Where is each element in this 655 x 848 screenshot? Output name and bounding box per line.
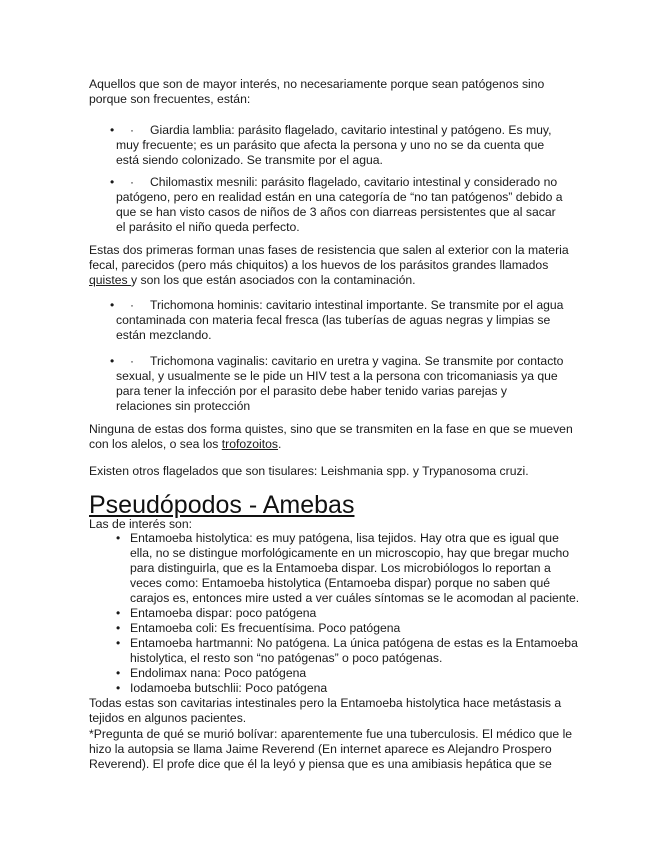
bullet-icon: • bbox=[116, 636, 121, 650]
vaginalis-line-2: sexual, y usualmente se le pide un HIV test a la persona con tricomaniasis ya que bbox=[116, 369, 558, 383]
chilomastix-line-4: el parásito el niño queda perfecto. bbox=[116, 220, 300, 234]
bullet-icon: • bbox=[110, 175, 115, 189]
pregunta-line-3: Reverend). El profe dice que él la leyó y piensa que es una amibiasis hepática que se bbox=[89, 757, 552, 771]
ninguna-line-2: con los alelos, o sea los trofozoitos. bbox=[89, 437, 282, 451]
iodamoeba-text: Iodamoeba butschlii: Poco patógena bbox=[130, 681, 328, 695]
tisulares-text: Existen otros flagelados que son tisulares: Leishmania spp. y Trypanosoma cruzi. bbox=[89, 464, 529, 478]
vaginalis-line-4: relaciones sin protección bbox=[116, 399, 251, 413]
histolytica-line-3: para distinguirla, que es la Entamoeba dispar. Los microbiólogos lo reportan a bbox=[130, 561, 551, 575]
bullet-icon: • bbox=[110, 298, 115, 312]
ninguna-line-1: Ninguna de estas dos forma quistes, sino que se transmiten en la fase en que se mueven bbox=[89, 422, 573, 436]
histolytica-line-5: carajos es, entonces mire usted a ver cuáles síntomas se le acomodan al paciente. bbox=[130, 591, 580, 605]
vaginalis-line-1: Trichomona vaginalis: cavitario en uretra y vagina. Se transmite por contacto bbox=[150, 354, 564, 368]
middot-icon: · bbox=[130, 123, 134, 137]
hartmanni-line-2: histolytica, el resto son “no patógenas” o poco patógenas. bbox=[130, 651, 443, 665]
intro-line-2: porque son frecuentes, están: bbox=[89, 92, 251, 106]
giardia-line-1: Giardia lamblia: parásito flagelado, cavitario intestinal y patógeno. Es muy, bbox=[150, 123, 552, 137]
pregunta-line-1: *Pregunta de qué se murió bolívar: aparentemente fue una tuberculosis. El médico que le bbox=[89, 727, 573, 741]
hominis-line-3: están mezclando. bbox=[116, 328, 212, 342]
giardia-line-3: está siendo colonizado. Se transmite por el agua. bbox=[116, 153, 383, 167]
endolimax-text: Endolimax nana: Poco patógena bbox=[130, 666, 307, 680]
middot-icon: · bbox=[130, 175, 134, 189]
chilomastix-line-3: que se han visto casos de niños de 3 años con diarreas persistentes que al sacar bbox=[116, 205, 556, 219]
hominis-line-2: contaminada con materia fecal fresca (las tuberías de aguas negras y limpias se bbox=[116, 313, 551, 327]
bullet-icon: • bbox=[116, 621, 121, 635]
chilomastix-line-2: patógeno, pero en realidad están en una categoría de “no tan patógenos” debido a bbox=[116, 190, 563, 204]
hominis-line-1: Trichomona hominis: cavitario intestinal importante. Se transmite por el agua bbox=[150, 298, 564, 312]
bullet-icon: • bbox=[110, 354, 115, 368]
middot-icon: · bbox=[130, 298, 134, 312]
intro-line-1: Aquellos que son de mayor interés, no necesariamente porque sean patógenos sino bbox=[89, 77, 545, 91]
bullet-icon: • bbox=[116, 531, 121, 545]
fases-line-2: fecal, parecidos (pero más chiquitos) a los huevos de los parásitos grandes llamados bbox=[89, 258, 549, 272]
section-heading: Pseudópodos - Amebas bbox=[89, 491, 355, 519]
interes-text: Las de interés son: bbox=[89, 517, 192, 531]
quistes-link[interactable]: quistes bbox=[89, 273, 132, 287]
vaginalis-line-3: para tener la infección por el parasito debe haber tenido varias parejas y bbox=[116, 384, 507, 398]
giardia-line-2: muy frecuente; es un parásito que afecta la persona y uno no se da cuenta que bbox=[116, 138, 545, 152]
hartmanni-line-1: Entamoeba hartmanni: No patógena. La única patógena de estas es la Entamoeba bbox=[130, 636, 578, 650]
histolytica-line-1: Entamoeba histolytica: es muy patógena, lisa tejidos. Hay otra que es igual que bbox=[130, 531, 559, 545]
histolytica-line-4: veces como: Entamoeba histolytica (Entamoeba dispar) porque no saben qué bbox=[130, 576, 551, 590]
bullet-icon: • bbox=[110, 123, 115, 137]
bullet-icon: • bbox=[116, 666, 121, 680]
dispar-text: Entamoeba dispar: poco patógena bbox=[130, 606, 317, 620]
todas-line-2: tejidos en algunos pacientes. bbox=[89, 711, 247, 725]
chilomastix-line-1: Chilomastix mesnili: parásito flagelado, cavitario intestinal y considerado no bbox=[150, 175, 558, 189]
pregunta-line-2: hizo la autopsia se llama Jaime Reverend (En internet aparece es Alejandro Prospero bbox=[89, 742, 552, 756]
bullet-icon: • bbox=[116, 606, 121, 620]
middot-icon: · bbox=[130, 354, 134, 368]
fases-line-1: Estas dos primeras forman unas fases de resistencia que salen al exterior con la materia bbox=[89, 243, 569, 257]
fases-line-3: quistes y son los que están asociados con la contaminación. bbox=[89, 273, 416, 287]
bullet-icon: • bbox=[116, 681, 121, 695]
histolytica-line-2: ella, no se distingue morfológicamente en un microscopio, hay que bregar mucho bbox=[130, 546, 569, 560]
trofozoitos-link[interactable]: trofozoitos bbox=[221, 437, 279, 451]
todas-line-1: Todas estas son cavitarias intestinales pero la Entamoeba histolytica hace metástasis a bbox=[89, 696, 562, 710]
coli-text: Entamoeba coli: Es frecuentísima. Poco patógena bbox=[130, 621, 401, 635]
